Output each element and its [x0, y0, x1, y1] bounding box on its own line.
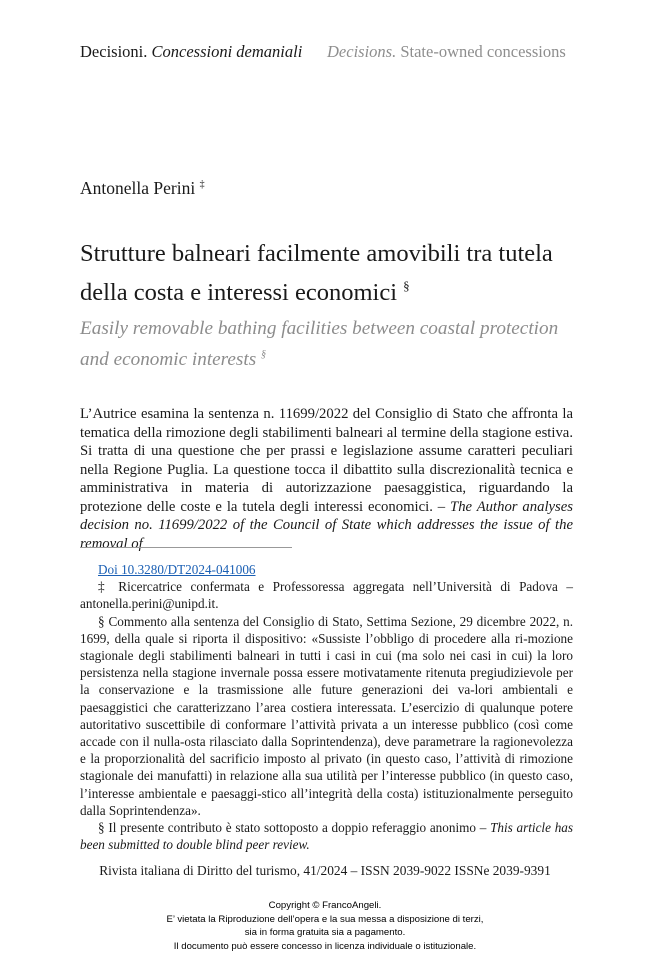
copyright-line: E’ vietata la Riproduzione dell’opera e la sua messa a disposizione di terzi,	[166, 913, 484, 925]
abstract-english: The Author analyses decision no. 11699/2022 of the Council of State which addresses the issue of the removal of	[80, 498, 573, 552]
footnote-review	[80, 819, 573, 853]
title-footnote-mark: §	[403, 278, 410, 293]
doi-link[interactable]: Doi 10.3280/DT2024-041006	[98, 562, 256, 577]
article-title	[80, 238, 580, 309]
abstract	[80, 405, 573, 553]
footnote-review-italic: This article has been submitted to double blind peer review.	[80, 820, 574, 853]
footnote-comment: § Commento alla sentenza del Consiglio di Stato, Settima Sezione, 29 dicembre 2022, n. 1699, della quale si riporta il dispositivo: «Sussiste l’obbligo di procedere alla ri-mozione stagionale degli stabilimenti balneari in tutti i casi in cui (ma solo nei casi in cui) la loro persistenza nella stagione invernale possa essere motivatamente ritenuta pregiudizievole per la conservazione e la trasmissione alle future generazioni dei va-lori ambientali e paesaggistici che caratterizzano l’area costiera interessata. L’esercizio di qualunque potere autoritativo suscettibile di conformare l’attività privata a un interesse pubblico (così come accade con il nulla-osta rilasciato dalla Soprintendenza), deve parametrare la ragionevolezza e la proporzionalità del sacrificio imposto al privato (in questo caso, l’attività di rimozione stagionale dei manufatti) in relazione alla sua utilità per l’interesse pubblico (in questo caso, l’interesse ambientale e paesaggi-stico all’integrità della costa) istituzionalmente perseguito dalla Soprintendenza».	[80, 613, 573, 818]
header-right-plain: State-owned concessions	[396, 42, 566, 61]
article-subtitle	[80, 316, 580, 373]
author-footnote-mark: ‡	[199, 179, 205, 190]
header-right	[327, 42, 566, 62]
copyright-notice	[0, 899, 650, 953]
copyright-line: sia in forma gratuita sia a pagamento.	[244, 927, 406, 939]
copyright-line: Il documento può essere concesso in licenza individuale o istituzionale.	[173, 940, 477, 952]
footnotes	[80, 561, 573, 853]
author-name	[80, 178, 205, 199]
header-left-italic: Concessioni demaniali	[151, 42, 303, 61]
article-subtitle-text: Easily removable bathing facilities between coastal protection and economic interests	[80, 318, 559, 370]
abstract-main: L’Autrice esamina la sentenza n. 11699/2022 del Consiglio di Stato che affronta la tematica della rimozione degli stabilimenti balneari al termine della stagione estiva. Si tratta di una questione che per prassi e legislazione assume caratteri peculiari nella Regione Puglia. La questione tocca il dibattito sulla discrezionalità tecnica e amministrativa in materia di autorizzazione paesaggistica, riguardando la protezione delle coste e la tutela degli interessi economici. –	[80, 406, 573, 515]
footnote-author: ‡ Ricercatrice confermata e Professoressa aggregata nell’Università di Padova – antonella.perini@unipd.it.	[80, 579, 573, 612]
journal-line: Rivista italiana di Diritto del turismo, 41/2024 – ISSN 2039-9022 ISSNe 2039-9391	[99, 863, 551, 878]
footnote-review-plain: § Il presente contributo è stato sottoposto a doppio referaggio anonimo –	[98, 820, 491, 836]
header-right-italic: Decisions.	[327, 42, 397, 61]
header-left	[80, 42, 302, 61]
article-title-text: Strutture balneari facilmente amovibili tra tutela della costa e interessi economici	[80, 240, 553, 306]
running-header	[80, 42, 580, 62]
author-name-text: Antonella Perini	[80, 178, 196, 198]
header-left-plain: Decisioni.	[80, 42, 152, 61]
copyright-line: Copyright © FrancoAngeli.	[268, 900, 382, 911]
subtitle-footnote-mark: §	[261, 349, 266, 360]
footnote-divider	[80, 547, 292, 548]
